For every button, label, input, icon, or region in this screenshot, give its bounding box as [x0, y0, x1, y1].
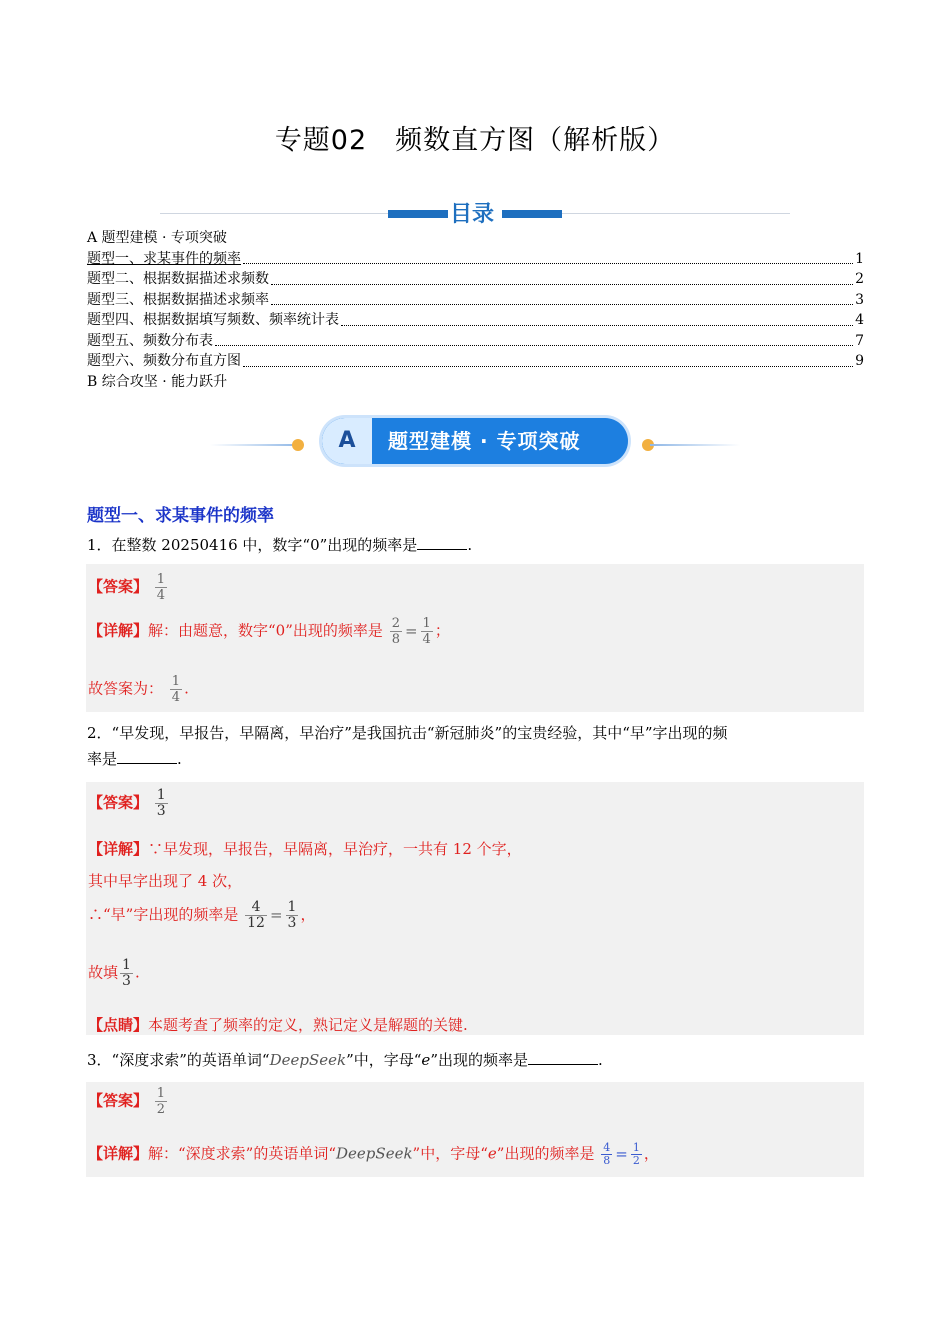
- fraction: $\frac{1}{2}$: [156, 1086, 166, 1117]
- answer-blank: [417, 532, 467, 550]
- fraction: $\frac{1}{3}$: [287, 899, 297, 931]
- toc-item[interactable]: 题型二、根据数据描述求频数 2: [87, 271, 864, 287]
- fraction: $\frac{4}{12}$: [247, 899, 265, 931]
- answer-box-2: 【答案】 $\frac{1}{3}$ 【详解】∵早发现，早报告，早隔离，早治疗，一共有 12 个字， 其中早字出现了 4 次， ∴“早”字出现的频率是 $\frac{4}{12}$ = $\frac{1}{3}$ ， 故填 $\frac{1}{3}$ . 【点睛】本题考查了频率的定义，熟记定义是解题的关键.: [86, 782, 864, 1035]
- toc-heading: 目录: [450, 202, 495, 227]
- section-title: 题型一、求某事件的频率: [87, 506, 274, 526]
- fraction: $\frac{1}{2}$: [632, 1141, 640, 1167]
- toc-divider-right: [562, 213, 790, 214]
- toc-part-b: B 综合攻坚 · 能力跃升: [87, 373, 228, 390]
- toc-item[interactable]: 题型三、根据数据描述求频率 3: [87, 291, 864, 308]
- question-1: 1．在整数 20250416 中，数字“0”出现的频率是 .: [87, 532, 864, 558]
- banner-letter: A: [322, 418, 372, 464]
- question-2: 2．“早发现，早报告，早隔离，早治疗”是我国抗击“新冠肺炎”的宝贵经验，其中“早”字出现的频 率是 .: [87, 724, 728, 768]
- toc-bar-right: [502, 210, 562, 218]
- page-title: 专题02 频数直方图（解析版）: [274, 125, 676, 156]
- answer-box-1: 【答案】 $\frac{1}{4}$ 【详解】解：由题意，数字“0”出现的频率是 $\frac{2}{8}$ = $\frac{1}{4}$ ； 故答案为： $\frac{1}{4}$ .: [86, 564, 864, 712]
- answer-box-3: 【答案】 $\frac{1}{2}$ 【详解】解：“深度求索”的英语单词“DeepSeek”中，字母“e”出现的频率是 $\frac{4}{8}$ = $\frac{1}{2}$ ，: [86, 1082, 864, 1177]
- question-3: 3．“深度求索”的英语单词“DeepSeek”中，字母“e”出现的频率是 .: [87, 1047, 864, 1073]
- section-banner: [322, 418, 628, 464]
- fraction: $\frac{1}{3}$: [156, 787, 166, 819]
- toc-item[interactable]: 题型六、频数分布直方图 9: [87, 353, 864, 369]
- banner-line-left: [210, 444, 300, 446]
- toc-item[interactable]: 题型四、根据数据填写频数、频率统计表 4: [87, 312, 864, 328]
- banner-text: 题型建模 · 专项突破: [388, 429, 581, 453]
- banner-line-right: [650, 444, 740, 446]
- toc-divider-left: [160, 213, 388, 214]
- fraction: $\frac{1}{4}$: [171, 674, 181, 705]
- toc-item[interactable]: 题型一、求某事件的频率 1: [87, 250, 864, 267]
- toc-part-a: A 题型建模 · 专项突破: [87, 230, 227, 246]
- toc-bar-left: [388, 210, 448, 218]
- table-of-contents: [87, 228, 864, 392]
- fraction: $\frac{4}{8}$: [603, 1141, 611, 1167]
- banner-dot-left: [292, 439, 304, 451]
- fraction: $\frac{2}{8}$: [391, 616, 400, 647]
- fraction: $\frac{1}{4}$: [156, 572, 166, 603]
- toc-item[interactable]: 题型五、频数分布表 7: [87, 332, 864, 349]
- fraction: $\frac{1}{4}$: [422, 616, 431, 647]
- answer-blank: [528, 1047, 598, 1065]
- answer-blank: [117, 746, 177, 764]
- fraction: $\frac{1}{3}$: [122, 957, 131, 989]
